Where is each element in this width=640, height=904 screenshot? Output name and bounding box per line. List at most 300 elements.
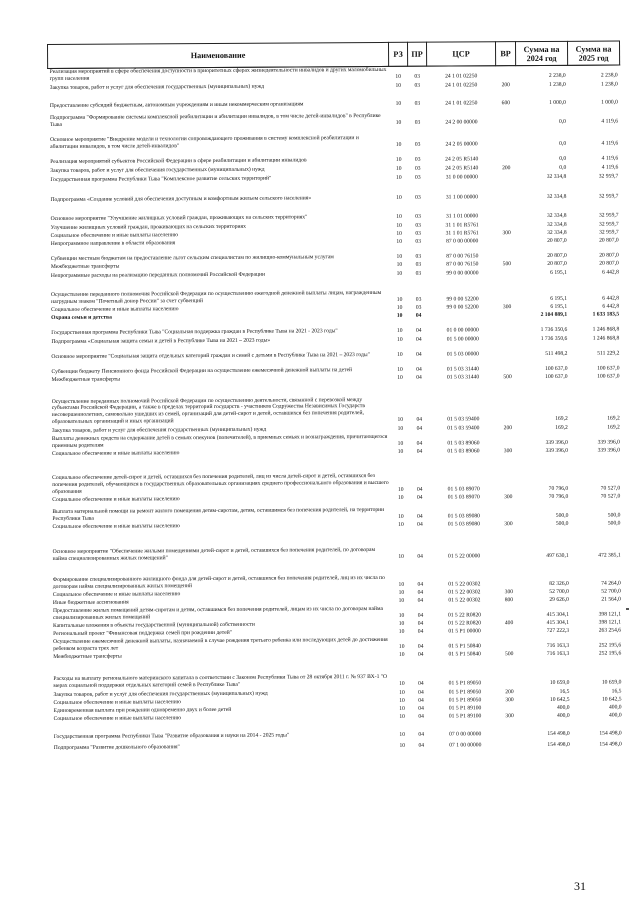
row-name: Основное мероприятие "Социальная защита отдельных категорий граждан и семей с детьми в Республике Тыва на 2021 – 2023 годы"	[51, 351, 370, 360]
row-sum-2025: 6 442,8	[602, 303, 620, 310]
row-sum-2024: 29 626,0	[549, 596, 569, 603]
row-sum-2024: 10 659,0	[549, 679, 570, 686]
row-rz: 10	[398, 589, 405, 596]
row-pr: 04	[415, 327, 422, 334]
row-vr	[498, 500, 518, 519]
row-rz: 10	[398, 513, 404, 520]
row-rz: 10	[397, 448, 404, 455]
row-rz: 10	[397, 351, 403, 358]
row-pr: 03	[415, 238, 422, 245]
header-vr: ВР	[495, 42, 515, 66]
row-name: Осуществление ежемесячной денежной выплаты, назначаемой в случае рождения третьего ребенка или последующих детей до достижения ребенком возраста трех лет	[53, 636, 388, 652]
row-csr: 31 1 01 R5761	[445, 229, 479, 237]
row-name: Субвенции местным бюджетам на предоставление льгот сельским специалистам по жилищно-коммунальным услугам	[50, 253, 334, 262]
row-sum-2025: 169,2	[607, 415, 620, 422]
row-sum-2025: 70 527,0	[600, 493, 621, 500]
row-vr: 300	[503, 447, 513, 454]
row-csr: 87 0 00 76150	[446, 260, 479, 268]
row-pr: 04	[416, 416, 423, 423]
scan-speck	[626, 608, 629, 610]
row-vr	[497, 318, 517, 333]
row-pr: 04	[418, 705, 424, 712]
row-name: Государственная программа Республики Тыва "Социальная поддержка граждан в Республике Тыва на 2021 - 2023 годы"	[51, 327, 338, 336]
row-pr: 04	[417, 612, 424, 619]
row-csr: 24 2 05 00000	[445, 140, 478, 148]
row-rz: 10	[396, 230, 402, 237]
row-sum-2024: 500,0	[555, 520, 569, 527]
table-body	[48, 65, 624, 751]
row-csr: 01 5 03 00000	[446, 350, 479, 358]
row-sum-2024: 70 796,0	[548, 493, 569, 500]
row-vr	[496, 106, 516, 125]
row-pr: 04	[416, 425, 423, 432]
row-rz: 10	[395, 82, 402, 89]
row-rz: 10	[398, 651, 405, 658]
row-name: Расходы на выплату регионального материнского капитала в соответствии с Законом Республики Тыва от 28 октября 2011 г. № 937 ВХ-1 "О мерах социальной поддержки отдельных категорий семей в Республике Тыва"	[53, 673, 388, 689]
row-csr: 01 5 03 89070	[447, 493, 480, 501]
row-pr: 03	[415, 213, 421, 220]
row-vr	[499, 603, 519, 618]
row-sum-2025: 20 807,0	[599, 237, 619, 244]
row-csr: 01 5 22 R0820	[447, 611, 482, 619]
row-csr: 24 2 00 00000	[445, 118, 478, 126]
row-sum-2025: 70 527,0	[600, 485, 621, 492]
row-name: Единовременная выплата при рождении одновременно двух и более детей	[53, 706, 232, 714]
row-pr: 04	[418, 742, 425, 749]
row-csr: 99 0 00 00000	[446, 269, 479, 277]
row-rz: 10	[396, 327, 403, 334]
row-sum-2024: 0,0	[559, 140, 567, 147]
row-pr: 03	[415, 253, 422, 260]
row-vr	[496, 125, 516, 147]
row-rz: 10	[395, 100, 402, 107]
row-csr: 99 0 00 52200	[446, 295, 479, 303]
row-sum-2024: 100 637,0	[545, 365, 568, 372]
row-pr: 04	[418, 713, 424, 720]
row-sum-2025: 398 121,1	[598, 619, 622, 626]
row-vr: 500	[505, 650, 514, 657]
row-sum-2024: 20 807,0	[547, 237, 567, 244]
row-name: Осуществление переданных полномочий Российской Федерации по осуществлению деятельности, связанной с перевозкой между субъектами Российской Федерации, а также в пределах территорий государств - участников Содружества Независимых Государств несовершеннолетних, самовольно ушедших из семей, организаций для детей-сирот и детей, оставшихся без попечения родителей, образовательных организаций и иных организаций	[51, 396, 366, 425]
row-name: Основное мероприятие "Улучшение жилищных условий граждан, проживающих на сельских территориях"	[50, 214, 308, 222]
row-vr: 400	[504, 619, 514, 626]
row-sum-2024: 70 796,0	[548, 485, 569, 492]
header-csr: ЦСР	[426, 42, 495, 66]
row-name: Закупка товаров, работ и услуг для обеспечения государственных (муниципальных) нужд	[51, 426, 267, 434]
row-sum-2025: 32 959,7	[598, 212, 619, 219]
row-vr: 200	[505, 688, 514, 695]
row-sum-2024: 716 163,3	[546, 642, 570, 649]
row-sum-2024: 169,2	[555, 424, 568, 431]
row-sum-2024: 169,2	[555, 415, 568, 422]
row-pr: 03	[415, 261, 422, 268]
row-vr	[496, 200, 516, 219]
row-name: Подпрограмма «Социальная защита семьи и детей в Республике Тыва на 2021 – 2023 годы»	[51, 337, 271, 345]
row-csr: 01 5 03 89070	[447, 485, 480, 493]
row-rz: 10	[397, 416, 404, 423]
row-sum-2025: 6 442,8	[602, 295, 620, 302]
row-csr: 01 5 03 89060	[447, 439, 480, 447]
row-sum-2025: 1 246 868,8	[592, 335, 620, 342]
row-sum-2025: 4 119,6	[601, 118, 618, 125]
row-vr	[500, 737, 520, 748]
row-rz: 10	[397, 425, 404, 432]
row-name: Закупка товаров, работ и услуг для обеспечения государственных (муниципальных) нужд	[53, 690, 268, 698]
row-sum-2025: 252 195,6	[598, 650, 622, 657]
header-pr: ПР	[407, 42, 426, 66]
row-rz: 10	[396, 213, 402, 220]
row-sum-2024: 1 238,0	[548, 81, 566, 88]
row-vr	[496, 171, 516, 180]
row-sum-2024: 727 222,3	[546, 627, 570, 634]
row-rz: 10	[397, 486, 404, 493]
row-csr: 31 0 00 00000	[445, 173, 478, 181]
row-pr: 04	[417, 589, 424, 596]
row-csr: 01 5 03 59400	[447, 415, 480, 423]
row-sum-2025: 4 119,6	[601, 155, 619, 162]
row-sum-2024: 339 396,0	[545, 439, 568, 446]
row-sum-2024: 1 000,0	[549, 99, 566, 106]
row-sum-2024: 415 304,1	[546, 611, 570, 618]
row-name: Выплаты денежных средств на содержание детей в семьях опекунов (попечителей), в приемных семьях и вознаграждения, причитающегося приемным родителям	[51, 433, 388, 449]
row-sum-2025: 74 264,0	[601, 580, 621, 587]
row-name: Закупка товаров, работ и услуг для обеспечения государственных (муниципальных) нужд	[50, 166, 265, 174]
table-row	[51, 559, 623, 590]
row-rz: 10	[396, 270, 403, 277]
row-sum-2025: 1 238,0	[600, 81, 618, 88]
row-csr: 24 1 01 02250	[445, 72, 478, 80]
row-pr: 04	[416, 494, 423, 501]
row-sum-2024: 511 498,2	[545, 350, 568, 357]
row-sum-2025: 21 564,0	[601, 596, 621, 603]
row-vr	[496, 147, 516, 162]
row-pr: 03	[414, 141, 421, 148]
row-sum-2024: 52 700,0	[549, 588, 569, 595]
row-sum-2025: 339 396,0	[597, 439, 620, 446]
row-csr: 24 2 05 R5140	[445, 164, 479, 172]
row-sum-2024: 2 238,0	[548, 72, 566, 79]
row-pr: 04	[417, 628, 424, 635]
row-rz: 10	[396, 238, 403, 245]
row-csr: 24 2 05 R5140	[445, 155, 479, 163]
row-pr: 03	[415, 194, 421, 201]
row-vr: 300	[504, 520, 513, 527]
row-vr: 300	[502, 229, 511, 236]
row-name: Улучшение жилищных условий граждан, проживающих на сельских территориях	[50, 223, 246, 231]
row-sum-2025: 398 121,1	[598, 611, 622, 618]
row-vr	[499, 634, 519, 649]
row-rz: 10	[399, 697, 405, 704]
row-sum-2025: 32 959,7	[598, 173, 619, 180]
row-sum-2025: 472 385,1	[598, 552, 621, 559]
row-rz: 10	[399, 680, 405, 687]
row-vr	[497, 276, 517, 302]
row-csr: 01 5 22 00000	[448, 552, 481, 560]
row-name: Выплата материальной помощи на ремонт жилого помещения детям-сиротам, детям, оставшимся без попечения родителей, на территории Республики Тыва	[52, 506, 385, 522]
row-pr: 04	[417, 513, 423, 520]
row-sum-2025: 400,0	[608, 712, 622, 719]
row-csr: 99 0 00 52200	[446, 303, 479, 311]
row-rz: 10	[397, 494, 404, 501]
row-pr: 03	[414, 119, 421, 126]
row-sum-2024: 400,0	[556, 712, 570, 719]
row-csr: 01 5 03 89060	[447, 447, 480, 455]
row-sum-2025: 500,0	[607, 512, 621, 519]
header-rz: РЗ	[388, 42, 407, 66]
row-sum-2024: 32 334,8	[546, 173, 567, 180]
row-csr: 07 1 00 00000	[449, 741, 482, 749]
row-pr: 03	[414, 165, 421, 172]
row-rz: 10	[396, 336, 403, 343]
row-sum-2024: 1 736 350,6	[540, 335, 568, 342]
row-csr: 24 1 01 02250	[445, 81, 478, 89]
row-sum-2025: 511 229,2	[597, 350, 620, 357]
row-sum-2024: 1 736 350,6	[540, 326, 568, 333]
row-pr: 03	[415, 222, 421, 229]
row-vr: 200	[501, 81, 510, 88]
row-sum-2025: 339 396,0	[597, 447, 621, 454]
row-rz: 10	[396, 253, 403, 260]
row-sum-2024: 154 498,0	[547, 741, 570, 748]
row-pr: 04	[418, 731, 425, 738]
row-vr: 500	[502, 260, 512, 267]
budget-table	[47, 40, 624, 751]
row-pr: 04	[415, 312, 422, 319]
row-vr: 300	[505, 712, 514, 719]
row-rz: 10	[398, 612, 405, 619]
row-vr: 200	[503, 424, 513, 431]
row-sum-2025: 400,0	[608, 704, 622, 711]
row-name: Подпрограмма "Развитие дошкольного образования"	[53, 743, 180, 751]
row-pr: 04	[417, 643, 424, 650]
row-pr: 04	[418, 689, 424, 696]
row-name: Подпрограмма «Создание условий для обеспечения доступным и комфортным жильем сельского населения»	[50, 194, 312, 203]
row-pr: 03	[415, 296, 422, 303]
row-sum-2024: 6 195,1	[550, 303, 568, 310]
row-pr: 04	[416, 366, 422, 373]
row-name: Социальное обеспечение и иные выплаты населению	[51, 449, 180, 457]
row-vr	[497, 333, 517, 342]
row-sum-2025: 100 637,0	[597, 365, 620, 372]
row-rz: 10	[399, 705, 405, 712]
row-pr: 03	[414, 73, 421, 80]
row-vr	[497, 357, 517, 372]
row-csr: 07 0 00 00000	[449, 730, 482, 738]
row-vr: 300	[502, 303, 512, 310]
row-sum-2025: 100 637,0	[597, 373, 620, 380]
row-csr: 01 5 P1 89050	[448, 679, 482, 687]
table-row	[51, 657, 623, 689]
row-sum-2024: 0,0	[559, 155, 567, 162]
row-vr: 300	[504, 588, 514, 595]
row-vr	[498, 431, 518, 446]
row-vr	[498, 527, 518, 559]
header-sum-2025: Сумма на 2025 год	[567, 41, 619, 65]
row-csr: 01 5 P1 89050	[448, 696, 482, 704]
table-row	[49, 276, 621, 305]
row-sum-2024: 500,0	[555, 512, 569, 519]
row-vr	[499, 657, 519, 686]
row-name: Предоставление жилых помещений детям-сиротам и детям, оставшимся без попечения родителей, лицам из их числа по договорам найма специализированных жилых помещений	[52, 605, 384, 621]
row-csr: 01 5 03 31440	[446, 373, 480, 381]
row-sum-2024: 16,5	[559, 688, 570, 695]
row-sum-2025: 52 700,0	[601, 588, 621, 595]
row-vr	[498, 380, 518, 422]
row-sum-2024: 154 498,0	[547, 730, 570, 737]
row-sum-2024: 6 195,1	[550, 269, 567, 276]
row-name: Социальное обеспечение и иные выплаты населению	[52, 495, 180, 503]
row-pr: 04	[416, 351, 422, 358]
row-rz: 10	[396, 194, 402, 201]
row-sum-2025: 6 442,8	[602, 269, 619, 276]
row-sum-2024: 0,0	[559, 164, 567, 171]
row-pr: 04	[417, 581, 424, 588]
row-csr: 01 5 P1 89050	[448, 688, 482, 696]
page-number: 31	[574, 879, 586, 893]
row-sum-2025: 4 119,6	[601, 164, 619, 171]
row-pr: 04	[417, 651, 424, 658]
row-vr	[498, 454, 518, 492]
row-sum-2025: 10 642,5	[601, 696, 622, 703]
row-rz: 10	[397, 366, 403, 373]
row-csr: 87 0 00 00000	[446, 237, 479, 245]
row-name: Охрана семьи и детства	[51, 314, 112, 321]
row-csr: 01 5 00 00000	[446, 335, 479, 343]
row-sum-2025: 32 959,7	[599, 221, 619, 228]
row-vr	[496, 66, 516, 80]
row-name: Закупка товаров, работ и услуг для обеспечения государственных (муниципальных) нужд	[49, 83, 265, 91]
row-rz: 10	[396, 222, 402, 229]
row-name: Формирование специализированного жилищного фонда для детей-сирот и детей, оставшихся без попечения родителей, лиц из их числа по договорам найма специализированных жилых помещений	[52, 574, 385, 590]
row-name: Субвенции бюджету Пенсионного фонда Российской Федерации на осуществление ежемесячной денежной выплаты на детей	[51, 366, 353, 375]
row-name: Иные бюджетные ассигнования	[52, 599, 129, 606]
row-vr	[499, 626, 519, 634]
row-pr: 03	[414, 100, 421, 107]
row-sum-2025: 32 959,7	[598, 193, 619, 200]
row-sum-2024: 10 642,5	[549, 696, 570, 703]
row-vr	[500, 719, 520, 737]
row-vr: 500	[503, 373, 512, 380]
row-sum-2025: 1 000,0	[601, 99, 618, 106]
row-vr: 200	[502, 164, 511, 171]
row-sum-2025: 20 807,0	[599, 260, 619, 267]
row-pr: 03	[414, 156, 421, 163]
row-pr: 04	[417, 553, 423, 560]
row-vr	[497, 244, 517, 259]
row-rz: 10	[398, 553, 404, 560]
row-csr: 01 5 03 89080	[447, 512, 480, 520]
row-sum-2024: 415 304,1	[546, 619, 570, 626]
row-rz: 10	[398, 620, 405, 627]
row-csr: 01 5 P1 89100	[448, 712, 482, 720]
row-sum-2024: 716 163,3	[546, 650, 570, 657]
row-pr: 03	[415, 174, 421, 181]
header-name: Наименование	[48, 42, 389, 68]
row-name: Непрограммные расходы на реализацию переданных полномочий Российской Федерации	[50, 271, 265, 279]
row-csr: 31 1 01 00000	[445, 212, 479, 220]
row-rz: 10	[399, 689, 405, 696]
row-csr: 24 1 01 02250	[445, 99, 478, 107]
row-csr: 01 5 03 59400	[447, 424, 480, 432]
row-name: Социальное обеспечение детей-сирот и детей, оставшихся без попечения родителей, лиц из числа детей-сирот и детей, оставшихся без попечения родителей, обучающихся в государственных образовательных организациях среднего профессионального образования и высшего образования	[52, 473, 389, 495]
row-pr: 04	[416, 440, 423, 447]
row-sum-2025: 154 498,0	[599, 730, 622, 737]
row-name: Социальное обеспечение и иные выплаты населению	[52, 522, 180, 530]
row-rz: 10	[396, 261, 403, 268]
row-name: Социальное обеспечение и иные выплаты населению	[53, 698, 181, 706]
row-sum-2025: 169,2	[607, 424, 620, 431]
row-sum-2025: 4 119,6	[601, 140, 619, 147]
table-row	[50, 380, 622, 425]
row-csr: 01 5 P1 50840	[448, 650, 481, 658]
row-csr: 87 0 00 76150	[446, 252, 479, 260]
row-sum-2024: 339 396,0	[545, 447, 569, 454]
row-pr: 04	[416, 448, 423, 455]
row-sum-2024: 100 637,0	[545, 373, 568, 380]
row-name: Реализация мероприятий субъектов Российской Федерации в сфере реабилитации и абилитации инвалидов	[50, 157, 307, 165]
table-row	[50, 527, 622, 562]
row-sum-2025: 1 633 183,5	[592, 311, 620, 318]
row-name: Региональный проект "Финансовая поддержка семей при рождении детей"	[53, 629, 233, 637]
row-sum-2024: 0,0	[558, 118, 567, 125]
row-vr: 600	[501, 99, 511, 106]
row-rz: 10	[399, 731, 406, 738]
row-csr: 01 5 P1 50840	[448, 642, 481, 650]
row-sum-2025: 2 238,0	[600, 72, 618, 79]
row-name: Непрограммное направление в области образования	[50, 239, 176, 247]
row-rz: 10	[398, 521, 404, 528]
row-pr: 04	[415, 336, 422, 343]
row-vr: 300	[505, 696, 514, 703]
row-sum-2025: 500,0	[607, 520, 621, 527]
row-csr: 01 5 03 31440	[446, 365, 480, 373]
row-sum-2024: 20 807,0	[547, 260, 567, 267]
row-sum-2024: 2 104 889,1	[540, 311, 568, 318]
row-csr: 01 5 22 00302	[448, 588, 481, 596]
row-name: Предоставление субсидий бюджетным, автономным учреждениям и иным некоммерческим организациям	[49, 101, 304, 109]
row-pr: 03	[415, 270, 422, 277]
row-sum-2025: 1 246 868,8	[592, 326, 620, 333]
row-name: Основное мероприятие "Обеспечение жилыми помещениями детей-сирот и детей, оставшихся без попечения родителей, по договорам найма специализированных жилых помещений"	[52, 547, 376, 562]
row-pr: 04	[418, 680, 424, 687]
row-rz: 10	[395, 141, 402, 148]
row-name: Социальное обеспечение и иные выплаты населению	[50, 231, 179, 239]
row-pr: 04	[417, 597, 424, 604]
row-sum-2024: 32 334,8	[547, 221, 567, 228]
row-vr: 300	[504, 493, 513, 500]
row-vr	[499, 559, 519, 587]
row-sum-2024: 400,0	[556, 704, 570, 711]
row-rz: 10	[396, 296, 403, 303]
row-pr: 04	[416, 374, 422, 381]
row-sum-2025: 16,5	[611, 688, 622, 695]
row-rz: 10	[395, 119, 402, 126]
row-sum-2024: 6 195,1	[550, 295, 568, 302]
row-vr	[497, 310, 517, 318]
row-vr	[497, 342, 517, 357]
row-rz: 10	[396, 312, 403, 319]
table-row	[50, 454, 622, 495]
row-rz: 10	[396, 174, 402, 181]
row-csr: 01 5 22 00302	[448, 580, 481, 588]
row-vr: 800	[504, 596, 514, 603]
row-name: Социальное обеспечение и иные выплаты населению	[52, 590, 181, 598]
row-rz: 10	[395, 165, 402, 172]
row-name: Межбюджетные трансферты	[53, 653, 122, 660]
row-sum-2025: 252 195,6	[598, 642, 622, 649]
row-rz: 10	[395, 156, 402, 163]
row-sum-2024: 82 326,0	[549, 580, 569, 587]
